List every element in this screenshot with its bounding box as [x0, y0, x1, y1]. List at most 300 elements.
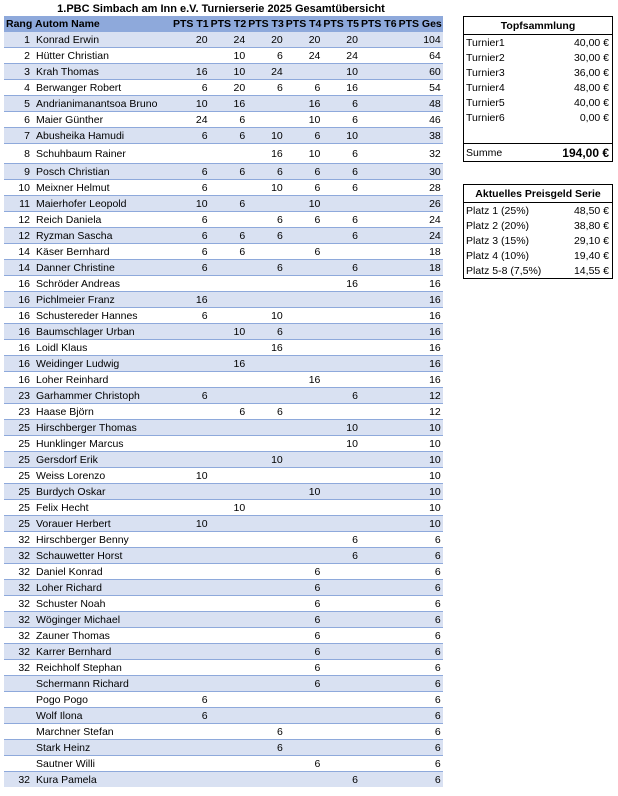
pts-t4: 24: [285, 48, 323, 64]
pts-t3: [247, 596, 285, 612]
pts-t5: [322, 724, 360, 740]
rank-cell: [4, 676, 34, 692]
pts-t2: [210, 260, 248, 276]
pts-t4: [285, 388, 323, 404]
rank-cell: 25: [4, 436, 34, 452]
pts-t6: [360, 32, 398, 48]
pts-t2: 24: [210, 32, 248, 48]
rank-cell: 5: [4, 96, 34, 112]
table-row: [4, 244, 443, 260]
pts-t1: 6: [172, 708, 210, 724]
pts-t5: 20: [322, 32, 360, 48]
prize-item: [464, 248, 613, 263]
table-row: [4, 660, 443, 676]
pts-t5: 16: [322, 80, 360, 96]
pts-t3: 16: [247, 340, 285, 356]
pts-t6: [360, 420, 398, 436]
pts-t4: 6: [285, 628, 323, 644]
prize-value: 48,50 €: [573, 204, 610, 217]
player-name: Maier Günther: [34, 112, 172, 128]
player-name: Andrianimanantsoa Bruno: [34, 96, 172, 112]
pts-t6: [360, 48, 398, 64]
pts-t3: 6: [247, 48, 285, 64]
table-row: [4, 128, 443, 144]
pts-t5: [322, 500, 360, 516]
pts-t1: [172, 564, 210, 580]
pot-value: 0,00 €: [579, 111, 610, 124]
rank-cell: 10: [4, 180, 34, 196]
pts-t2: [210, 420, 248, 436]
header-name: Autom Name: [34, 16, 172, 32]
rank-cell: 9: [4, 164, 34, 180]
pts-t3: [247, 644, 285, 660]
pot-sum-label: Summe: [464, 144, 548, 162]
pts-t3: 24: [247, 64, 285, 80]
pts-t2: [210, 516, 248, 532]
pts-t2: [210, 564, 248, 580]
pts-total: 6: [398, 580, 443, 596]
table-row: [4, 436, 443, 452]
pts-t4: 20: [285, 32, 323, 48]
pts-t2: [210, 388, 248, 404]
pts-total: 16: [398, 372, 443, 388]
pts-t4: 6: [285, 580, 323, 596]
pot-value: 40,00 €: [573, 96, 610, 109]
player-name: Maierhofer Leopold: [34, 196, 172, 212]
player-name: Hirschberger Benny: [34, 532, 172, 548]
pts-t6: [360, 260, 398, 276]
pts-t2: [210, 212, 248, 228]
pts-t4: [285, 468, 323, 484]
rank-cell: 14: [4, 260, 34, 276]
player-name: Loidl Klaus: [34, 340, 172, 356]
pts-t4: [285, 276, 323, 292]
pts-t3: [247, 660, 285, 676]
standings-body: [4, 32, 443, 788]
pts-total: 18: [398, 244, 443, 260]
pts-t4: 6: [285, 676, 323, 692]
pts-t4: [285, 452, 323, 468]
pts-t1: 6: [172, 692, 210, 708]
table-row: [4, 468, 443, 484]
pts-t5: 10: [322, 436, 360, 452]
pts-t6: [360, 388, 398, 404]
player-name: Karrer Bernhard: [34, 644, 172, 660]
prize-list: [464, 203, 613, 279]
pts-t6: [360, 660, 398, 676]
player-name: Sautner Willi: [34, 756, 172, 772]
pts-t5: 6: [322, 112, 360, 128]
pts-t6: [360, 772, 398, 788]
pts-t1: [172, 436, 210, 452]
prize-panel: [463, 184, 613, 279]
player-name: Schermann Richard: [34, 676, 172, 692]
player-name: Stark Heinz: [34, 740, 172, 756]
pts-t4: [285, 324, 323, 340]
pts-t2: 20: [210, 80, 248, 96]
pts-t6: [360, 244, 398, 260]
rank-cell: 8: [4, 144, 34, 164]
pts-t6: [360, 324, 398, 340]
pts-t6: [360, 644, 398, 660]
pts-t5: 6: [322, 532, 360, 548]
pts-t4: 10: [285, 196, 323, 212]
pts-t3: [247, 96, 285, 112]
rank-cell: 23: [4, 404, 34, 420]
pts-t5: 6: [322, 260, 360, 276]
pts-t6: [360, 580, 398, 596]
pts-total: 10: [398, 452, 443, 468]
pts-t3: 6: [247, 260, 285, 276]
rank-cell: 16: [4, 308, 34, 324]
pts-t4: [285, 64, 323, 80]
rank-cell: 16: [4, 324, 34, 340]
pts-t1: [172, 548, 210, 564]
pts-t5: 10: [322, 128, 360, 144]
pts-t3: [247, 356, 285, 372]
pts-total: 26: [398, 196, 443, 212]
pts-t3: [247, 468, 285, 484]
pts-t1: 20: [172, 32, 210, 48]
header-t3: PTS T3: [248, 17, 284, 30]
pts-t5: [322, 516, 360, 532]
pts-t2: [210, 756, 248, 772]
pot-label: Turnier1: [466, 36, 505, 49]
table-row: [4, 532, 443, 548]
player-name: Reich Daniela: [34, 212, 172, 228]
player-name: Berwanger Robert: [34, 80, 172, 96]
pts-t6: [360, 144, 398, 164]
header-t4: PTS T4: [285, 17, 322, 30]
pts-t4: [285, 516, 323, 532]
table-row: [4, 164, 443, 180]
pts-t5: [322, 196, 360, 212]
pts-t1: [172, 48, 210, 64]
pts-t3: 16: [247, 144, 285, 164]
table-row: [4, 180, 443, 196]
pot-value: 30,00 €: [573, 51, 610, 64]
pts-t6: [360, 532, 398, 548]
table-row: [4, 96, 443, 112]
pts-t6: [360, 676, 398, 692]
pts-total: 6: [398, 740, 443, 756]
table-row: [4, 708, 443, 724]
pts-t2: [210, 772, 248, 788]
pts-total: 10: [398, 500, 443, 516]
pts-t6: [360, 692, 398, 708]
player-name: Kura Pamela: [34, 772, 172, 788]
pts-t2: 10: [210, 324, 248, 340]
pts-t1: [172, 356, 210, 372]
table-row: [4, 452, 443, 468]
prize-item: [464, 263, 613, 279]
pts-t3: [247, 548, 285, 564]
prize-label: Platz 2 (20%): [466, 219, 530, 232]
player-name: Vorauer Herbert: [34, 516, 172, 532]
pts-total: 24: [398, 212, 443, 228]
pts-t3: [247, 420, 285, 436]
pts-t6: [360, 612, 398, 628]
pts-t3: 6: [247, 212, 285, 228]
table-row: [4, 756, 443, 772]
pts-t3: [247, 292, 285, 308]
pts-t1: [172, 676, 210, 692]
pts-t2: [210, 548, 248, 564]
table-row: [4, 64, 443, 80]
pts-t5: 10: [322, 420, 360, 436]
pts-t4: [285, 740, 323, 756]
table-row: [4, 388, 443, 404]
pts-total: 10: [398, 436, 443, 452]
pot-value: 36,00 €: [573, 66, 610, 79]
rank-cell: [4, 740, 34, 756]
pts-total: 6: [398, 596, 443, 612]
pts-t6: [360, 276, 398, 292]
pts-t5: [322, 580, 360, 596]
pts-t5: [322, 484, 360, 500]
pts-t3: [247, 500, 285, 516]
pts-t6: [360, 500, 398, 516]
pot-label: Turnier4: [466, 81, 505, 94]
table-row: [4, 212, 443, 228]
pts-t6: [360, 596, 398, 612]
player-name: Ryzman Sascha: [34, 228, 172, 244]
pts-t1: 6: [172, 128, 210, 144]
pts-total: 6: [398, 564, 443, 580]
player-name: Loher Reinhard: [34, 372, 172, 388]
pot-item: [464, 35, 613, 51]
pts-t6: [360, 484, 398, 500]
pts-t4: 10: [285, 144, 323, 164]
pts-t1: [172, 500, 210, 516]
pts-t5: [322, 340, 360, 356]
pts-t4: 6: [285, 756, 323, 772]
player-name: Abusheika Hamudi: [34, 128, 172, 144]
pts-t2: 6: [210, 164, 248, 180]
pts-t6: [360, 128, 398, 144]
pts-t1: [172, 484, 210, 500]
table-row: [4, 484, 443, 500]
pts-total: 60: [398, 64, 443, 80]
player-name: Schröder Andreas: [34, 276, 172, 292]
rank-cell: 25: [4, 484, 34, 500]
pts-total: 10: [398, 484, 443, 500]
pts-total: 10: [398, 468, 443, 484]
pts-total: 16: [398, 356, 443, 372]
player-name: Baumschlager Urban: [34, 324, 172, 340]
player-name: Danner Christine: [34, 260, 172, 276]
pts-total: 16: [398, 340, 443, 356]
pts-total: 6: [398, 532, 443, 548]
header-total: PTS Ges: [398, 17, 442, 30]
standings-table: [4, 16, 443, 787]
pot-value: 40,00 €: [573, 36, 610, 49]
pts-t4: 6: [285, 596, 323, 612]
pts-t1: 10: [172, 516, 210, 532]
player-name: Schauwetter Horst: [34, 548, 172, 564]
pot-list: [464, 35, 613, 162]
pts-t6: [360, 228, 398, 244]
pts-t1: [172, 580, 210, 596]
rank-cell: 32: [4, 564, 34, 580]
pts-t4: 6: [285, 128, 323, 144]
pts-t4: [285, 420, 323, 436]
table-row: [4, 692, 443, 708]
pts-t2: [210, 532, 248, 548]
prize-label: Platz 5-8 (7,5%): [466, 264, 542, 277]
header-t6: PTS T6: [360, 17, 397, 30]
pts-t3: 10: [247, 452, 285, 468]
pot-title: Topfsammlung: [464, 17, 613, 35]
pts-t1: [172, 532, 210, 548]
table-row: [4, 676, 443, 692]
table-row: [4, 612, 443, 628]
pot-item: [464, 65, 613, 80]
pts-total: 6: [398, 756, 443, 772]
pts-t5: [322, 644, 360, 660]
pts-t5: [322, 356, 360, 372]
rank-cell: [4, 692, 34, 708]
pts-t5: 6: [322, 180, 360, 196]
pts-total: 24: [398, 228, 443, 244]
pts-t1: [172, 420, 210, 436]
pts-total: 6: [398, 612, 443, 628]
pts-t2: [210, 180, 248, 196]
pts-total: 6: [398, 628, 443, 644]
pts-t3: 10: [247, 308, 285, 324]
pts-t5: 6: [322, 388, 360, 404]
pts-t2: 6: [210, 228, 248, 244]
pts-t1: [172, 612, 210, 628]
pts-t5: [322, 468, 360, 484]
pts-t5: [322, 372, 360, 388]
pts-t5: [322, 292, 360, 308]
player-name: Käser Bernhard: [34, 244, 172, 260]
pts-t2: [210, 612, 248, 628]
table-row: [4, 324, 443, 340]
pts-t1: [172, 660, 210, 676]
rank-cell: 1: [4, 32, 34, 48]
pts-t2: 6: [210, 112, 248, 128]
pts-t4: 6: [285, 212, 323, 228]
pts-t5: 6: [322, 772, 360, 788]
pts-total: 6: [398, 660, 443, 676]
pts-t6: [360, 308, 398, 324]
pts-t2: [210, 580, 248, 596]
pts-total: 28: [398, 180, 443, 196]
pts-t2: [210, 276, 248, 292]
pts-t6: [360, 80, 398, 96]
pot-label: Turnier3: [466, 66, 505, 79]
player-name: Schuster Noah: [34, 596, 172, 612]
player-name: Posch Christian: [34, 164, 172, 180]
pts-t1: 16: [172, 292, 210, 308]
pts-t1: 10: [172, 196, 210, 212]
pot-item: [464, 80, 613, 95]
pts-t2: [210, 740, 248, 756]
pts-t3: [247, 628, 285, 644]
pts-t3: [247, 532, 285, 548]
pts-t3: 6: [247, 404, 285, 420]
pts-t2: 6: [210, 196, 248, 212]
pts-t5: [322, 708, 360, 724]
pts-t5: [322, 308, 360, 324]
pts-t5: [322, 692, 360, 708]
pts-t3: [247, 244, 285, 260]
table-row: [4, 628, 443, 644]
pts-t6: [360, 64, 398, 80]
pts-t1: [172, 404, 210, 420]
player-name: Weidinger Ludwig: [34, 356, 172, 372]
rank-cell: 32: [4, 612, 34, 628]
pts-t3: [247, 196, 285, 212]
header-row: [4, 16, 443, 32]
rank-cell: 14: [4, 244, 34, 260]
table-row: [4, 32, 443, 48]
prize-label: Platz 3 (15%): [466, 234, 530, 247]
pts-t5: [322, 404, 360, 420]
prize-label: Platz 1 (25%): [466, 204, 530, 217]
pts-t5: 10: [322, 64, 360, 80]
player-name: Felix Hecht: [34, 500, 172, 516]
pts-t3: 6: [247, 80, 285, 96]
pts-t4: 10: [285, 112, 323, 128]
pts-t2: [210, 708, 248, 724]
table-row: [4, 564, 443, 580]
pts-t2: [210, 308, 248, 324]
pts-t3: [247, 772, 285, 788]
pts-t2: 6: [210, 128, 248, 144]
table-row: [4, 740, 443, 756]
player-name: Schustereder Hannes: [34, 308, 172, 324]
pts-t2: [210, 724, 248, 740]
pot-label: Turnier5: [466, 96, 505, 109]
pts-t6: [360, 452, 398, 468]
pot-sum-row: [464, 144, 613, 162]
pts-t1: 6: [172, 164, 210, 180]
rank-cell: 12: [4, 212, 34, 228]
pts-total: 6: [398, 644, 443, 660]
rank-cell: 25: [4, 516, 34, 532]
pts-t2: 10: [210, 500, 248, 516]
player-name: Konrad Erwin: [34, 32, 172, 48]
table-row: [4, 516, 443, 532]
pts-t6: [360, 292, 398, 308]
pts-t5: [322, 596, 360, 612]
pts-total: 64: [398, 48, 443, 64]
rank-cell: 25: [4, 468, 34, 484]
prize-value: 38,80 €: [573, 219, 610, 232]
pts-total: 16: [398, 308, 443, 324]
rank-cell: 25: [4, 500, 34, 516]
table-row: [4, 112, 443, 128]
rank-cell: 16: [4, 356, 34, 372]
pts-t6: [360, 404, 398, 420]
pts-total: 10: [398, 420, 443, 436]
pts-t3: [247, 692, 285, 708]
table-row: [4, 292, 443, 308]
pts-t2: [210, 660, 248, 676]
pts-t4: 16: [285, 96, 323, 112]
prize-item: [464, 233, 613, 248]
pot-item: [464, 50, 613, 65]
pts-t2: [210, 452, 248, 468]
player-name: Daniel Konrad: [34, 564, 172, 580]
pts-t2: 10: [210, 64, 248, 80]
player-name: Burdych Oskar: [34, 484, 172, 500]
pts-t6: [360, 356, 398, 372]
table-row: [4, 276, 443, 292]
